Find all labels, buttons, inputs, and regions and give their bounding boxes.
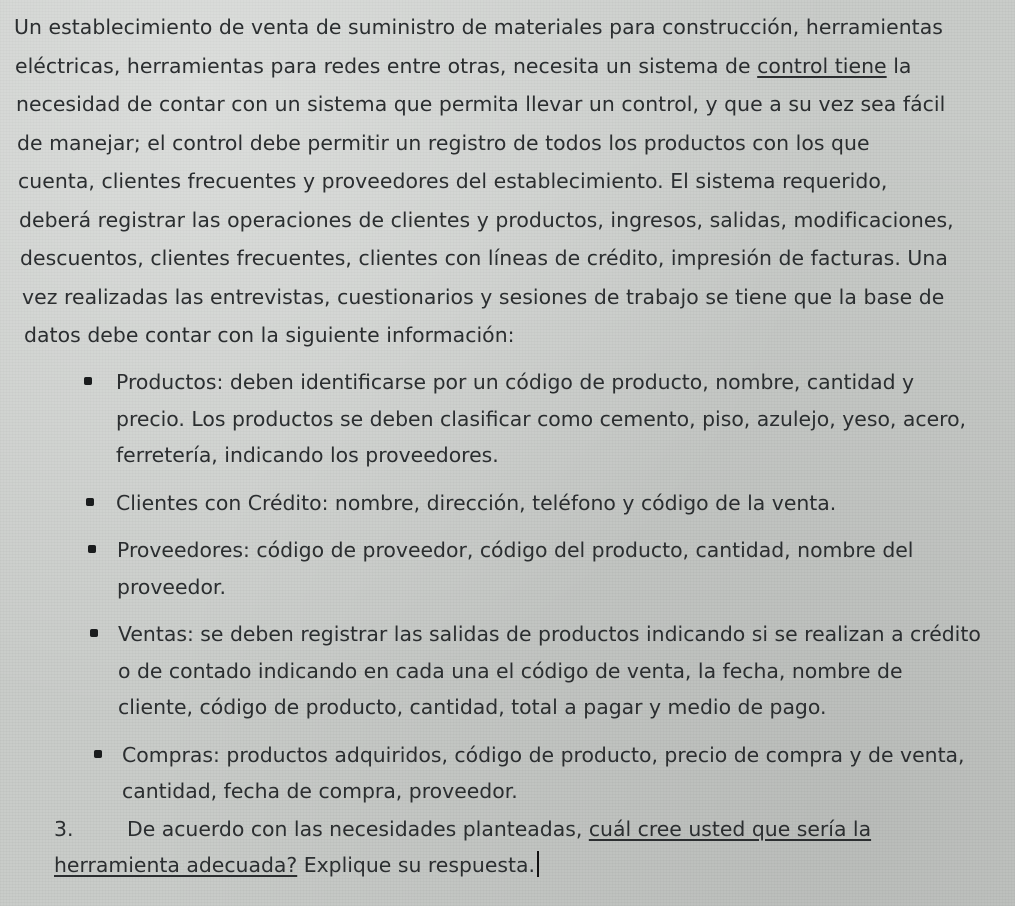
intro-line-4: de manejar; el control debe permitir un registro de todos los productos con los que [17,130,870,155]
bullet-icon [86,498,94,506]
list-item-line: Ventas: se deben registrar las salidas de productos indicando si se realizan a crédito [118,622,981,646]
list-item-compras [0,737,1015,810]
intro-underlined-text: control tiene [757,53,887,78]
question-line-1 [54,811,1004,847]
list-item-line: ferretería, indicando los proveedores. [116,443,499,467]
requirements-list [0,364,1015,821]
bullet-icon [84,377,92,385]
bullet-icon [94,750,102,758]
list-item-proveedores [0,532,1015,605]
list-item-clientes [0,485,1015,522]
question-underlined-text: cuál cree usted que sería la [588,817,872,841]
intro-line-3: necesidad de contar con un sistema que permita llevar un control, y que a su vez sea fácil [16,92,946,116]
intro-paragraph [14,8,999,355]
intro-line-7: descuentos, clientes frecuentes, clientes con líneas de crédito, impresión de facturas. Una [20,246,948,270]
question-line-2[interactable] [54,847,1004,883]
list-item-line: cliente, código de producto, cantidad, total a pagar y medio de pago. [118,695,827,719]
question-3 [54,811,1004,883]
intro-line-5: cuenta, clientes frecuentes y proveedores del establecimiento. El sistema requerido, [18,169,888,193]
list-item-line: Productos: deben identificarse por un código de producto, nombre, cantidad y [116,370,915,394]
list-item-line: proveedor. [117,574,226,599]
list-item-line: Proveedores: código de proveedor, código del producto, cantidad, nombre del [117,538,914,562]
list-item-line: cantidad, fecha de compra, proveedor. [122,779,518,803]
text-cursor [537,851,539,877]
question-line-2-end: Explique su respuesta. [297,853,535,877]
list-item-productos [0,364,1015,474]
intro-line-2-end: la [886,53,912,78]
bullet-icon [88,545,96,553]
list-item-ventas [0,616,1015,726]
question-underlined-text-2: herramienta adecuada? [54,853,298,877]
bullet-icon [90,629,98,637]
list-item-line: Compras: productos adquiridos, código de producto, precio de compra y de venta, [122,742,965,767]
intro-line-8: vez realizadas las entrevistas, cuestionarios y sesiones de trabajo se tiene que la base de [22,284,945,309]
intro-line-9: datos debe contar con la siguiente información: [24,323,515,347]
intro-line-2-start: eléctricas, herramientas para redes entre otras, necesita un sistema de [15,53,758,78]
intro-line-1: Un establecimiento de venta de suministro de materiales para construcción, herramientas [14,15,943,39]
list-item-line: Clientes con Crédito: nombre, dirección, teléfono y código de la venta. [116,490,837,515]
list-item-line: precio. Los productos se deben clasificar como cemento, piso, azulejo, yeso, acero, [116,406,967,431]
list-item-line: o de contado indicando en cada una el código de venta, la fecha, nombre de [118,658,903,683]
intro-line-2 [14,47,999,86]
question-line-1-start: De acuerdo con las necesidades planteadas, [127,817,589,841]
question-number: 3. [54,817,74,841]
intro-line-6: deberá registrar las operaciones de clientes y productos, ingresos, salidas, modificaciones, [19,207,954,232]
